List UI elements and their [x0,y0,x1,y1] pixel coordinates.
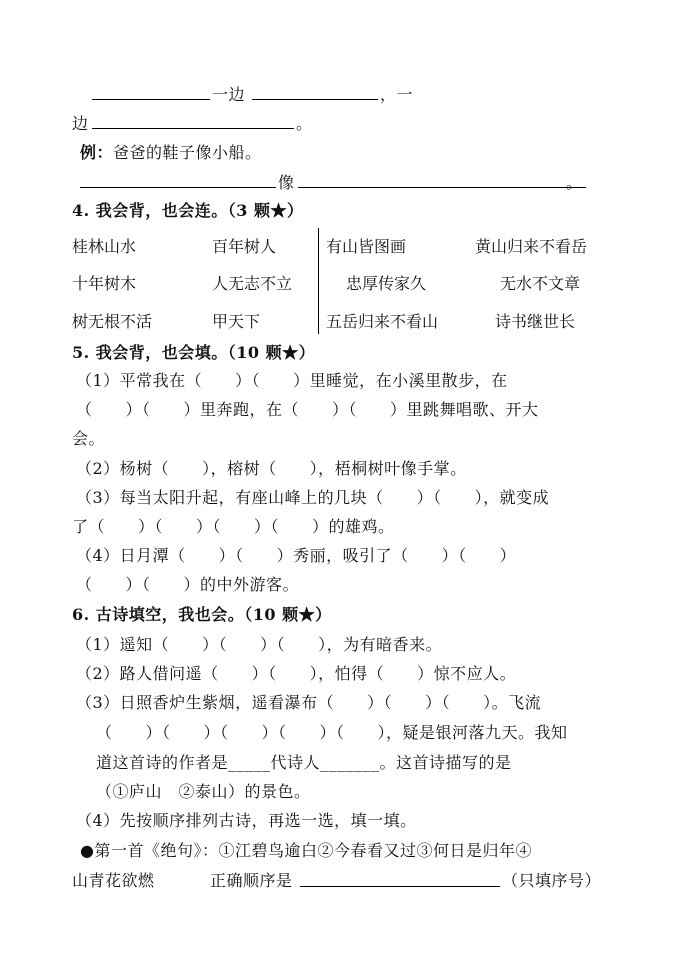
question-line: （2）杨树（ ），榕树（ ），梧桐树叶像手掌。 [76,459,467,478]
match-item[interactable]: 诗书继世长 [495,312,576,331]
blank-line[interactable] [80,187,276,188]
match-item[interactable]: 五岳归来不看山 [326,312,439,331]
line1-end-text: ，一 [380,85,414,104]
blank-line[interactable] [92,128,294,129]
answer-blank[interactable] [300,886,500,887]
column-divider [318,228,319,334]
line3-end-text: 。 [566,173,583,192]
line2-end-text: 。 [296,114,313,133]
blank-line[interactable] [298,187,586,188]
example-row [80,142,262,164]
match-item[interactable]: 桂林山水 [72,237,137,256]
order-label: 正确顺序是 [210,871,293,890]
question-line: （ ）（ ）的中外游客。 [76,575,300,594]
question-line: （3）每当太阳升起，有座山峰上的几块（ ）（ ），就变成 [76,488,550,507]
example-text: 爸爸的鞋子像小船。 [113,143,262,162]
question-line: 了（ ）（ ）（ ）（ ）的雄鸡。 [72,517,395,536]
order-hint: （只填序号） [502,871,602,890]
question-line: （4）先按顺序排列古诗，再选一选，填一填。 [76,811,417,830]
match-item[interactable]: 忠厚传家久 [346,274,427,293]
match-item[interactable]: 树无根不活 [72,312,153,331]
match-item[interactable]: 有山皆图画 [326,237,407,256]
match-item[interactable]: 黄山归来不看岳 [475,237,588,256]
question-line: （2）路人借问遥（ ）（ ），怕得（ ）惊不应人。 [76,664,517,683]
match-item[interactable]: 百年树人 [212,237,277,256]
line3-mid-text: 像 [278,173,295,192]
line1-mid-text: 一边 [212,85,246,104]
blank-line[interactable] [252,99,378,100]
question-line: （1）遥知（ ）（ ）（ ），为有暗香来。 [76,635,443,654]
example-label: 例： [80,143,114,162]
match-item[interactable]: 无水不文章 [500,274,581,293]
section4-title: 4. 我会背，也会连。（3 颗★） [72,201,304,220]
question-line: 会。 [72,429,106,448]
line2-start-text: 边 [72,114,89,133]
blank-line[interactable] [92,99,210,100]
question-line: （ ）（ ）里奔跑，在（ ）（ ）里跳舞唱歌、开大 [76,400,539,419]
section5-title: 5. 我会背，也会填。（10 颗★） [72,343,316,362]
question-line: ●第一首《绝句》：①江碧鸟逾白②今春看又过③何日是归年④ [80,841,532,860]
question-line: 道这首诗的作者是_____代诗人_______。这首诗描写的是 [96,753,512,772]
question-line: 山青花欲燃 [72,871,155,890]
question-line: （4）日月潭（ ）（ ）秀丽，吸引了（ ）（ ） [76,546,517,565]
question-line: （1）平常我在（ ）（ ）里睡觉，在小溪里散步，在 [76,371,508,390]
question-line: （①庐山 ②泰山）的景色。 [96,782,311,801]
match-item[interactable]: 人无志不立 [212,274,293,293]
question-line: （ ）（ ）（ ）（ ）（ ），疑是银河落九天。我知 [96,723,568,742]
match-item[interactable]: 甲天下 [212,312,261,331]
match-item[interactable]: 十年树木 [72,274,137,293]
section6-title: 6. 古诗填空，我也会。（10 颗★） [72,605,332,624]
question-line: （3）日照香炉生紫烟，遥看瀑布（ ）（ ）（ ）。飞流 [76,693,542,712]
